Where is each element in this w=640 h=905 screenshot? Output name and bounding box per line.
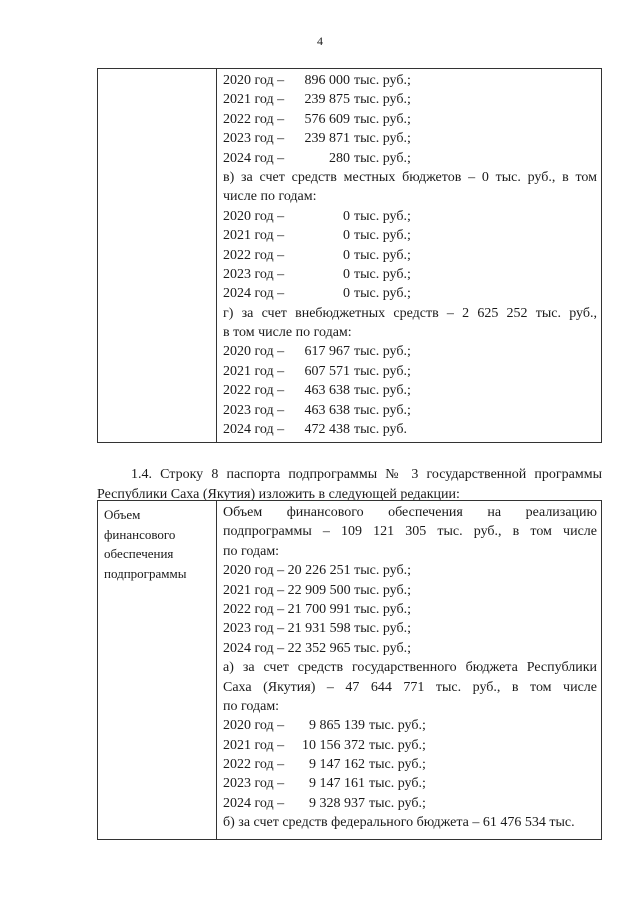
intro-line: по годам:	[223, 543, 280, 559]
year-line: 2023 год – 463 638 тыс. руб.;	[223, 402, 411, 418]
year-line: 2020 год – 896 000 тыс. руб.;	[223, 73, 411, 88]
state-budget-line: а) за счет средств государственного бюджета Республики	[223, 660, 597, 676]
extrabudgetary-line: г) за счет внебюджетных средств – 2 625 252 тыс. руб.,	[223, 305, 597, 321]
page-number: 4	[317, 34, 323, 48]
label-line: финансового	[104, 526, 176, 542]
label-line: обеспечения	[104, 546, 174, 561]
label-line: Объем	[104, 507, 141, 522]
total-year-line: 2023 год – 21 931 598 тыс. руб.;	[223, 621, 411, 637]
label-cell-empty	[98, 69, 217, 443]
total-year-line: 2022 год – 21 700 991 тыс. руб.;	[223, 601, 411, 617]
year-line: 2021 год – 10 156 372 тыс. руб.;	[223, 737, 426, 753]
year-line: 2022 год – 463 638 тыс. руб.;	[223, 383, 411, 399]
funding-table	[97, 500, 602, 840]
total-year-line: 2021 год – 22 909 500 тыс. руб.;	[223, 582, 411, 598]
year-line: 2023 год – 9 147 161 тыс. руб.;	[223, 776, 426, 792]
content-cell	[217, 69, 602, 443]
state-budget-line: по годам:	[223, 698, 280, 714]
year-line: 2023 год – 0 тыс. руб.;	[223, 266, 411, 282]
total-year-line: 2024 год – 22 352 965 тыс. руб.;	[223, 640, 411, 656]
year-line: 2020 год – 0 тыс. руб.;	[223, 208, 411, 224]
total-year-line: 2020 год – 20 226 251 тыс. руб.;	[223, 563, 411, 579]
section-heading-line: Республики Саха (Якутия) изложить в следующей редакции:	[97, 487, 460, 502]
year-line: 2022 год – 0 тыс. руб.;	[223, 247, 411, 263]
local-budget-line: в) за счет средств местных бюджетов – 0 тыс. руб., в том	[223, 169, 597, 185]
year-line: 2024 год – 280 тыс. руб.;	[223, 150, 411, 166]
year-line: 2024 год – 0 тыс. руб.;	[223, 286, 411, 302]
state-budget-line: Саха (Якутия) – 47 644 771 тыс. руб., в том числе	[223, 679, 597, 695]
intro-line: Объем финансового обеспечения на реализацию	[223, 505, 597, 520]
year-line: 2022 год – 576 609 тыс. руб.;	[223, 111, 411, 127]
year-line: 2022 год – 9 147 162 тыс. руб.;	[223, 757, 426, 773]
label-cell	[98, 501, 217, 840]
year-line: 2020 год – 9 865 139 тыс. руб.;	[223, 718, 426, 734]
year-line: 2024 год – 472 438 тыс. руб.	[223, 422, 407, 438]
year-line: 2020 год – 617 967 тыс. руб.;	[223, 344, 411, 360]
year-line: 2021 год – 607 571 тыс. руб.;	[223, 363, 411, 379]
section-heading-line: 1.4. Строку 8 паспорта подпрограммы № 3 государственной программы	[131, 467, 602, 482]
content-cell	[217, 501, 602, 840]
extrabudgetary-line: в том числе по годам:	[223, 325, 352, 341]
intro-line: подпрограммы – 109 121 305 тыс. руб., в том числе	[223, 524, 597, 540]
year-line: 2024 год – 9 328 937 тыс. руб.;	[223, 795, 426, 811]
federal-budget-line: б) за счет средств федерального бюджета – 61 476 534 тыс.	[223, 815, 575, 831]
label-line: подпрограммы	[104, 565, 187, 581]
funding-table-continued	[97, 68, 602, 443]
year-line: 2021 год – 239 875 тыс. руб.;	[223, 92, 411, 108]
local-budget-line: числе по годам:	[223, 189, 317, 205]
year-line: 2021 год – 0 тыс. руб.;	[223, 228, 411, 244]
year-line: 2023 год – 239 871 тыс. руб.;	[223, 131, 411, 147]
